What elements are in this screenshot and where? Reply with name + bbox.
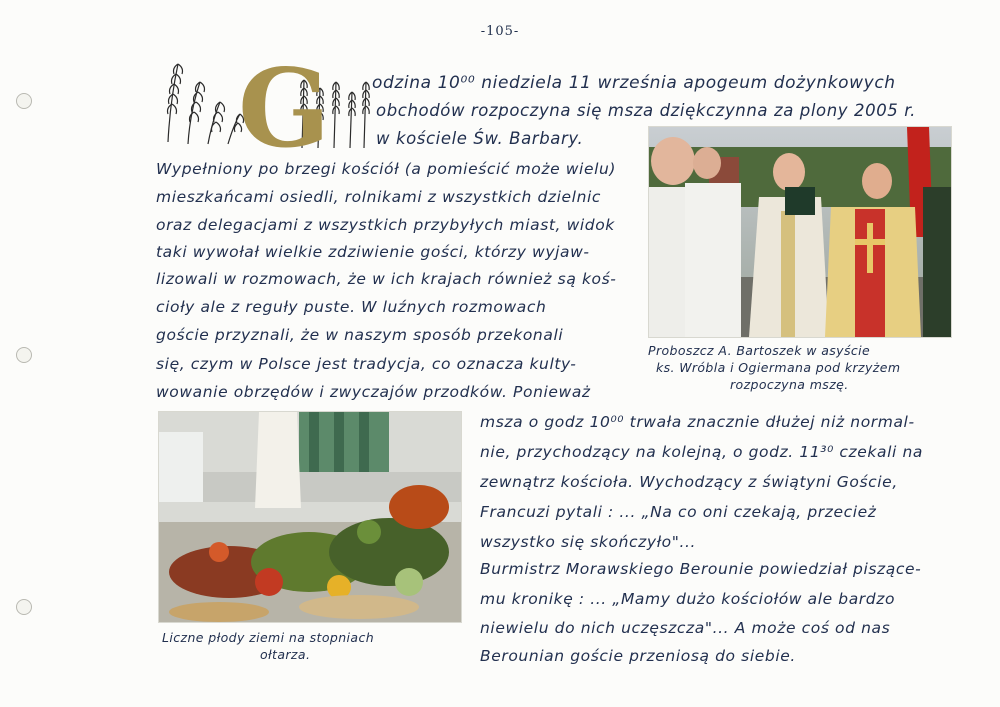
text-line: taki wywołał wielkie zdziwienie gości, którzy wyjaw- [156, 243, 590, 261]
photo-caption-line: rozpoczyna mszę. [730, 377, 849, 392]
photo-caption-line: ołtarza. [260, 647, 311, 662]
text-line: Burmistrz Morawskiego Berounie powiedział piszące- [480, 560, 922, 578]
punch-hole-top [16, 93, 32, 109]
text-line: w kościele Św. Barbary. [376, 129, 584, 148]
text-line: niewielu do nich uczęszcza"... A może coś od nas [480, 619, 891, 637]
text-line: oraz delegacjami z wszystkich przybyłych miast, widok [156, 216, 615, 234]
photo-harvest-offerings [158, 411, 462, 623]
decorated-initial-wheat-icon [160, 52, 375, 152]
text-line: Francuzi pytali : ... „Na co oni czekają, przecież [480, 503, 877, 521]
page-number: -105- [480, 24, 520, 39]
text-line: wszystko się skończyło"... [480, 533, 697, 551]
photo-priests-at-altar [648, 126, 952, 338]
text-line: mieszkańcami osiedli, rolnikami z wszystkich dzielnic [156, 188, 602, 206]
text-line: lizowali w rozmowach, że w ich krajach również są koś- [156, 270, 617, 288]
photo-caption-line: ks. Wróbla i Ogiermana pod krzyżem [656, 360, 901, 375]
wheat-left-icon [168, 64, 244, 144]
text-line: mu kronikę : ... „Mamy dużo kościołów ale bardzo [480, 590, 896, 608]
punch-hole-middle [16, 347, 32, 363]
photo-caption-line: Proboszcz A. Bartoszek w asyście [648, 343, 871, 358]
photo-caption-line: Liczne płody ziemi na stopniach [162, 630, 375, 645]
punch-hole-bottom [16, 599, 32, 615]
text-line: msza o godz 10⁰⁰ trwała znacznie dłużej niż normal- [480, 413, 915, 431]
text-line: cioły ale z reguły puste. W luźnych rozmowach [156, 298, 547, 316]
text-line: Wypełniony po brzegi kościół (a pomieścić może wielu) [156, 160, 617, 178]
text-line: nie, przychodzący na kolejną, o godz. 11³⁰ czekali na [480, 443, 923, 461]
text-line: odzina 10⁰⁰ niedziela 11 września apogeum dożynkowych [372, 73, 896, 93]
text-line: się, czym w Polsce jest tradycja, co oznacza kulty- [156, 355, 577, 373]
text-line: zewnątrz kościoła. Wychodzący z świątyni Goście, [480, 473, 898, 491]
text-line: wowanie obrzędów i zwyczajów przodków. Ponieważ [156, 383, 591, 401]
text-line: Berounian goście przeniosą do siebie. [480, 647, 796, 665]
text-line: goście przyznali, że w naszym sposób przekonali [156, 326, 564, 344]
initial-letter: G [238, 52, 331, 152]
text-line: obchodów rozpoczyna się msza dziękczynna za plony 2005 r. [376, 101, 916, 120]
